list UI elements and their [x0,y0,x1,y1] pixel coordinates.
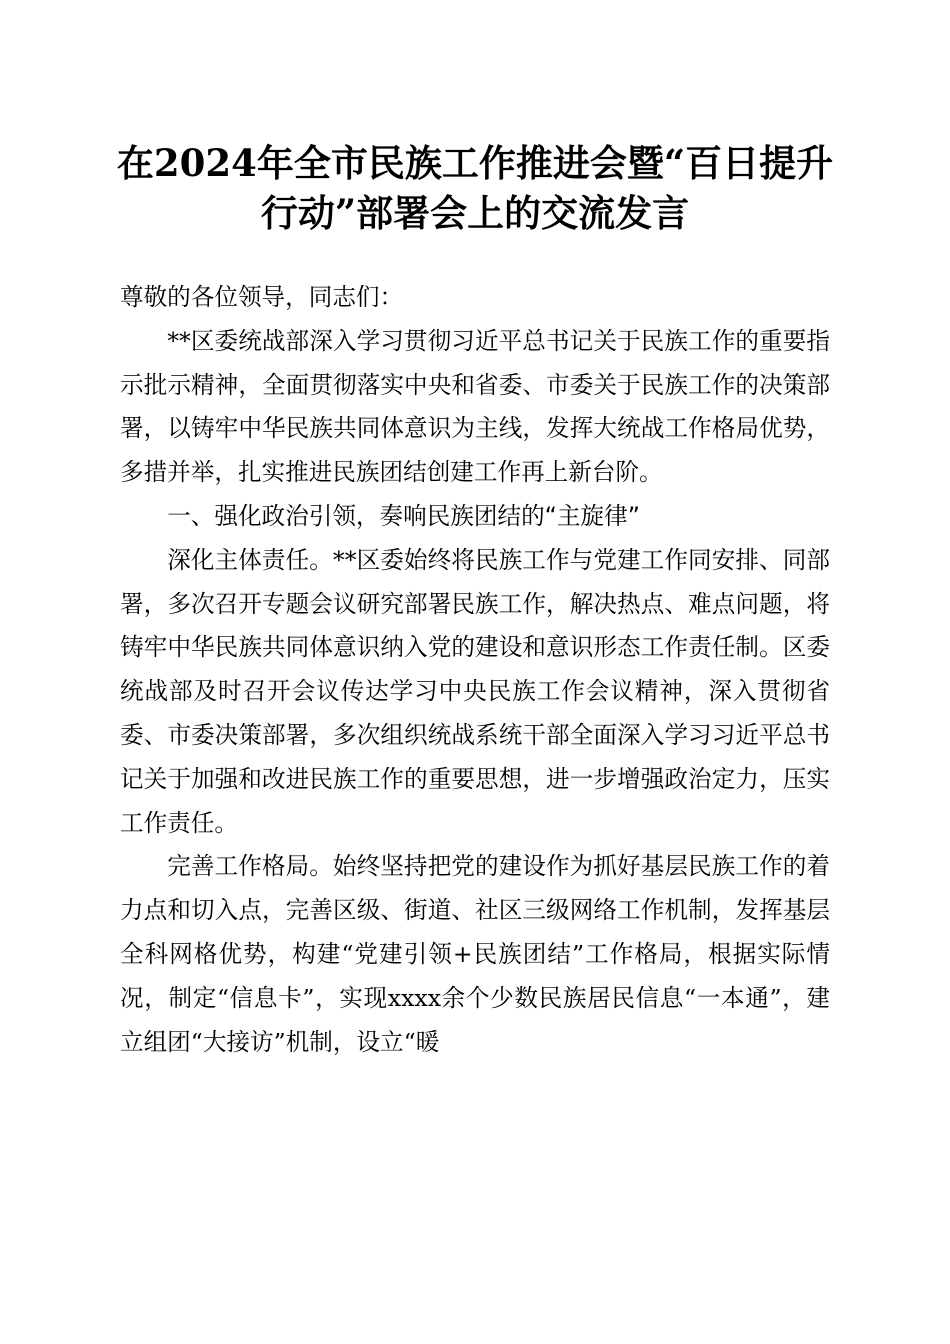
paragraph-1: 深化主体责任。**区委始终将民族工作与党建工作同安排、同部署，多次召开专题会议研究部署民族工作，解决热点、难点问题，将铸牢中华民族共同体意识纳入党的建设和意识形态工作责任制。区委统战部及时召开会议传达学习中央民族工作会议精神，深入贯彻省委、市委决策部署，多次组织统战系统干部全面深入学习习近平总书记关于加强和改进民族工作的重要思想，进一步增强政治定力，压实工作责任。 [120,545,830,837]
document-title [100,138,850,238]
title-line-2: 行动”部署会上的交流发言 [260,191,690,235]
paragraph-2: 完善工作格局。始终坚持把党的建设作为抓好基层民族工作的着力点和切入点，完善区级、街道、社区三级网络工作机制，发挥基层全科网格优势，构建“党建引领+民族团结”工作格局，根据实际情况，制定“信息卡”，实现xxxx余个少数民族居民信息“一本通”，建立组团“大接访”机制，设立“暖 [120,852,830,1056]
document-body [120,276,830,1064]
section-heading-1: 一、强化政治引领，奏响民族团结的“主旋律” [167,501,640,530]
intro-paragraph: **区委统战部深入学习贯彻习近平总书记关于民族工作的重要指示批示精神，全面贯彻落实中央和省委、市委关于民族工作的决策部署，以铸牢中华民族共同体意识为主线，发挥大统战工作格局优势，多措并举，扎实推进民族团结创建工作再上新台阶。 [120,326,830,487]
title-line-1: 在2024年全市民族工作推进会暨“百日提升 [116,141,834,185]
salutation: 尊敬的各位领导，同志们： [120,283,404,311]
